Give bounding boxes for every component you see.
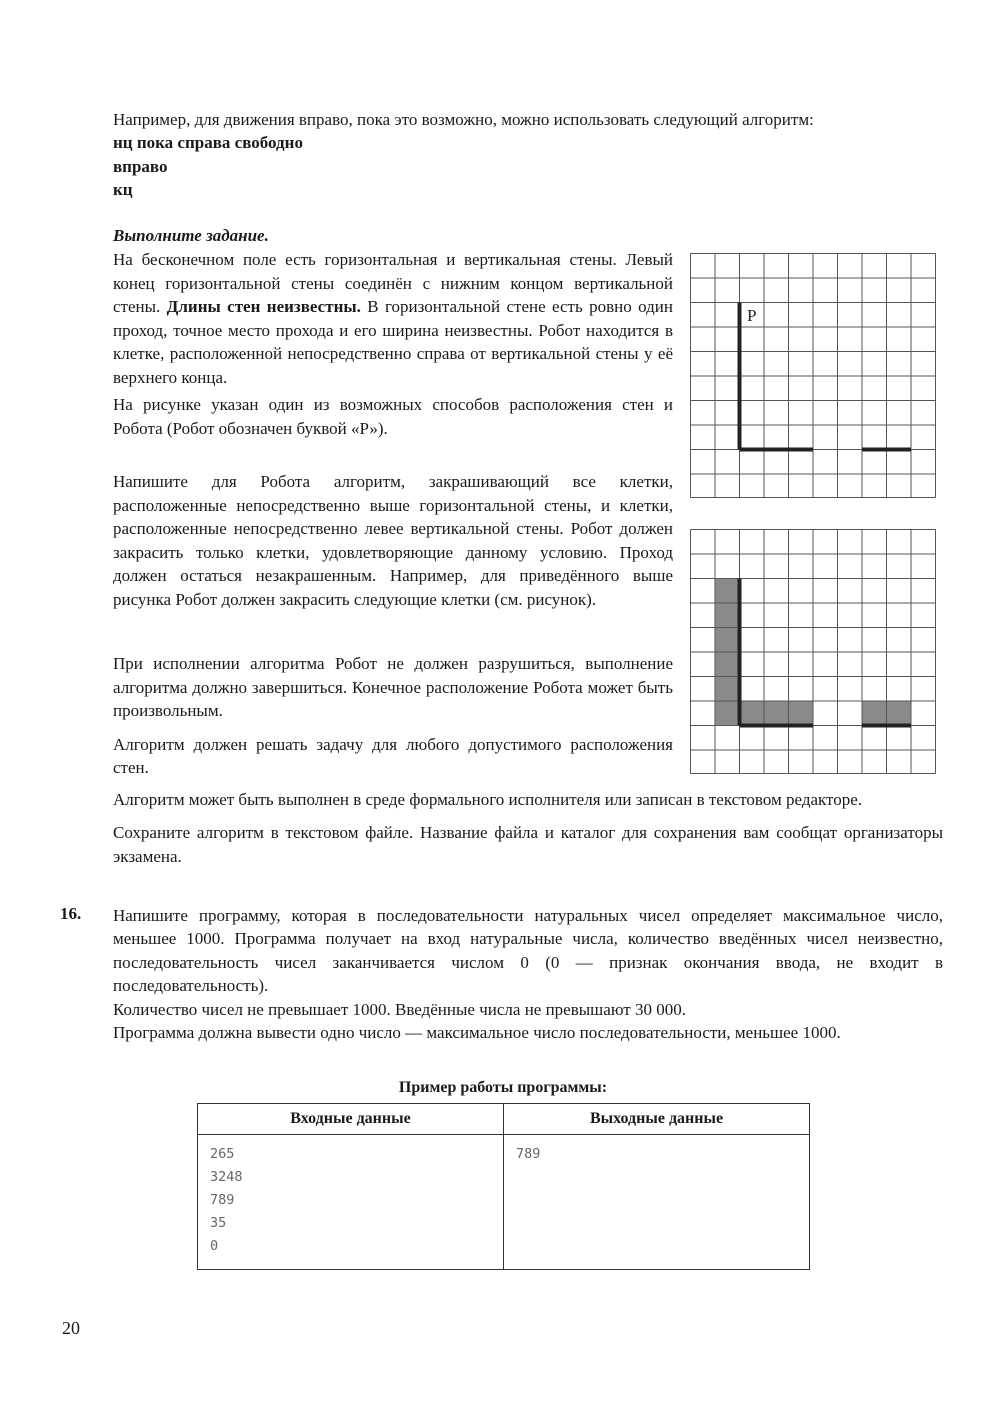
- input-line: 265: [210, 1146, 235, 1162]
- input-line: 0: [210, 1238, 219, 1254]
- robot-marker: Р: [747, 306, 757, 325]
- output-line: 789: [516, 1146, 541, 1162]
- task-description-bottom: [113, 788, 943, 868]
- task-paragraph-4: При исполнении алгоритма Робот не должен разрушиться, выполнение алгоритма должно завершиться. Конечное расположение Робота может быть произвольным.: [113, 654, 673, 720]
- input-data-cell: [198, 1135, 504, 1270]
- code-line: кц: [113, 180, 133, 200]
- output-column-header: Выходные данные: [504, 1104, 810, 1135]
- task-16-text: [113, 904, 943, 1044]
- code-line: нц пока справа свободно: [113, 133, 303, 153]
- code-line: вправо: [113, 156, 168, 176]
- task-paragraph-7: Сохраните алгоритм в текстовом файле. Название файла и каталог для сохранения вам сообщат организаторы экзамена.: [113, 823, 943, 866]
- input-line: 789: [210, 1192, 235, 1208]
- task-16-paragraph-3: Программа должна вывести одно число — максимальное число последовательности, меньшее 1000.: [113, 1023, 841, 1043]
- p1-part-a: На бесконечном поле есть горизонтальная и вертикальная стены. Левый конец горизонтальной стены соединён с нижним концом вертикальной стены.: [113, 250, 673, 316]
- grid-lines: [691, 254, 936, 498]
- task-paragraph-3: Напишите для Робота алгоритм, закрашивающий все клетки, расположенные непосредственно выше горизонтальной стены, и клетки, расположенные непосредственно левее вертикальной стены. Робот должен закрасить только клетки, удовлетворяющие данному условию. Проход должен остаться незакрашенным. Например, для приведённого выше рисунка Робот должен закрасить следующие клетки (см. рисунок).: [113, 472, 673, 609]
- table-row: [198, 1135, 810, 1270]
- code-example: [113, 131, 943, 201]
- input-line: 3248: [210, 1169, 243, 1185]
- task-paragraph-2: На рисунке указан один из возможных способов расположения стен и Робота (Робот обозначен буквой «Р»).: [113, 395, 673, 438]
- p1-part-bold: Длины стен неизвестны.: [166, 297, 361, 316]
- output-data-cell: [504, 1135, 810, 1270]
- example-io-table: [197, 1103, 810, 1270]
- task-paragraph-6: Алгоритм может быть выполнен в среде формального исполнителя или записан в текстовом редакторе.: [113, 790, 863, 809]
- task-heading-block: [113, 224, 943, 247]
- task-paragraph-1: [113, 248, 673, 389]
- task-description-lower: [113, 652, 673, 780]
- p1-part-c: В горизонтальной стене есть ровно один проход, точное место прохода и его ширина неизвестны. Робот находится в клетке, расположенной непосредственно справа от вертикальной стены у её верхнего конца.: [113, 297, 673, 387]
- intro-section: [113, 108, 943, 202]
- task-heading: Выполните задание.: [113, 226, 269, 245]
- painted-cells-above-wall-left: [740, 701, 814, 726]
- task-description-middle: [113, 470, 673, 611]
- table-header-row: [198, 1104, 810, 1135]
- task-paragraph-5: Алгоритм должен решать задачу для любого допустимого расположения стен.: [113, 734, 673, 777]
- robot-field-grid: [690, 253, 942, 498]
- task-16-paragraph-1: Напишите программу, которая в последовательности натуральных чисел определяет максимальное число, меньшее 1000. Программа получает на вход натуральные числа, количество введённых чисел неизвестно, последовательность чисел заканчивается числом 0 (0 — признак окончания ввода, не входит в последовательность).: [113, 906, 943, 996]
- page-number: 20: [62, 1318, 80, 1338]
- input-column-header: Входные данные: [198, 1104, 504, 1135]
- robot-result-grid: [690, 529, 942, 774]
- example-table-caption: Пример работы программы:: [398, 1079, 608, 1096]
- intro-example-text: Например, для движения вправо, пока это возможно, можно использовать следующий алгоритм:: [113, 110, 814, 129]
- grid-lines: [691, 530, 936, 774]
- task-16-paragraph-2: Количество чисел не превышает 1000. Введённые числа не превышают 30 000.: [113, 999, 686, 1019]
- task-16-number: 16.: [60, 904, 82, 923]
- input-line: 35: [210, 1215, 227, 1231]
- task-description-top: [113, 248, 673, 440]
